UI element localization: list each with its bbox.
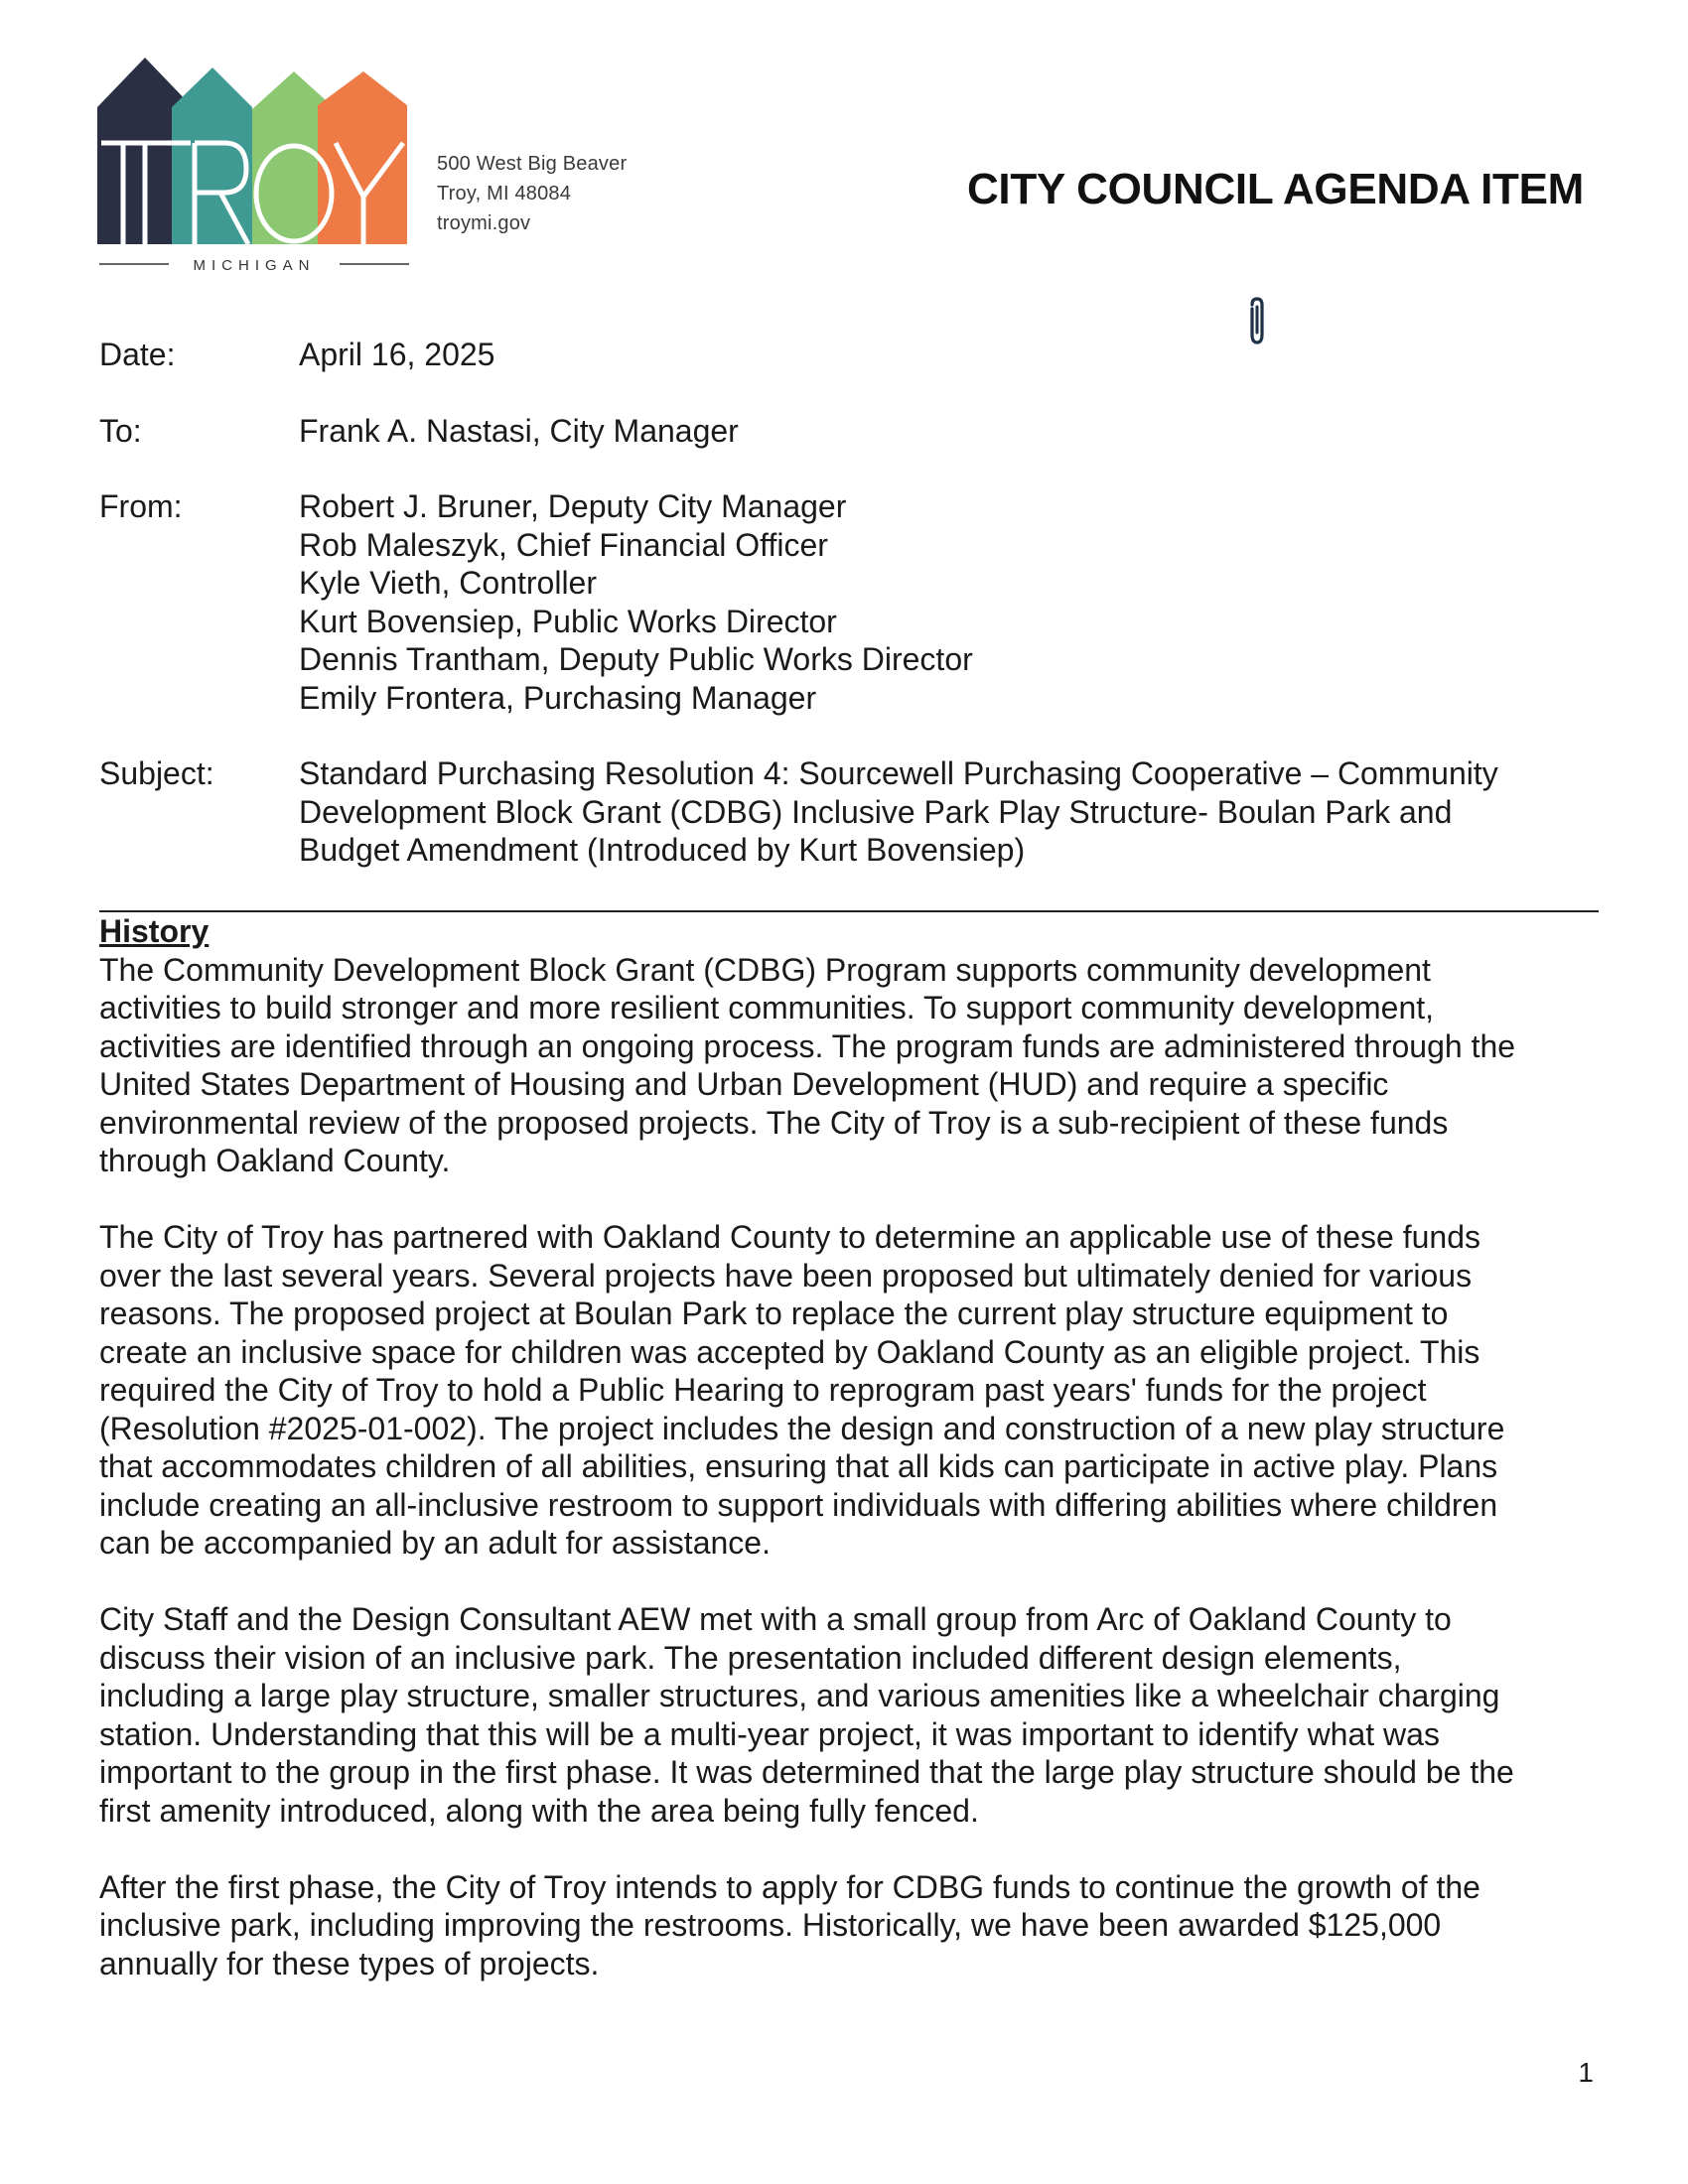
text-line: through Oakland County. (99, 1143, 451, 1178)
subject-line: Standard Purchasing Resolution 4: Sourcewell Purchasing Cooperative – Community (299, 755, 1498, 791)
text-line: that accommodates children of all abilities, ensuring that all kids can participate in active play. Plans (99, 1448, 1498, 1484)
text-line: inclusive park, including improving the restrooms. Historically, we have been awarded $125,000 (99, 1907, 1442, 1943)
memo-to-row (99, 412, 1599, 451)
subject-line: Budget Amendment (Introduced by Kurt Bovensiep) (299, 832, 1026, 868)
text-line: important to the group in the first phase. It was determined that the large play structure should be the (99, 1754, 1514, 1790)
text-line: discuss their vision of an inclusive park. The presentation included different design elements, (99, 1639, 1402, 1676)
text-line: over the last several years. Several projects have been proposed but ultimately denied for various (99, 1257, 1473, 1294)
from-value: Rob Maleszyk, Chief Financial Officer (299, 526, 828, 563)
document-title: CITY COUNCIL AGENDA ITEM (966, 165, 1584, 213)
text-line: The Community Development Block Grant (CDBG) Program supports community development (99, 951, 1431, 988)
text-line: create an inclusive space for children was accepted by Oakland County as an eligible project. This (99, 1333, 1480, 1370)
date-value: April 16, 2025 (299, 337, 495, 372)
memo-header (99, 336, 1599, 870)
from-value: Dennis Trantham, Deputy Public Works Director (299, 641, 973, 677)
text-line: including a large play structure, smaller structures, and various amenities like a wheelchair charging (99, 1678, 1500, 1713)
text-line: environmental review of the proposed projects. The City of Troy is a sub-recipient of these funds (99, 1104, 1449, 1141)
history-paragraph-4 (99, 1868, 1609, 1983)
from-value: Emily Frontera, Purchasing Manager (299, 679, 817, 716)
troy-michigan-logo (97, 58, 411, 274)
address-website: troymi.gov (437, 212, 531, 234)
memo-subject-row (99, 754, 1599, 870)
text-line: annually for these types of projects. (99, 1945, 600, 1981)
address-street: 500 West Big Beaver (437, 153, 628, 175)
subject-label: Subject: (99, 755, 214, 791)
text-line: include creating an all-inclusive restroom to support individuals with differing abilities where children (99, 1486, 1498, 1523)
text-line: (Resolution #2025-01-002). The project includes the design and construction of a new play structure (99, 1410, 1505, 1446)
history-heading: History (99, 913, 210, 949)
text-line: first amenity introduced, along with the area being fully fenced. (99, 1792, 979, 1829)
text-line: City Staff and the Design Consultant AEW met with a small group from Arc of Oakland County to (99, 1601, 1452, 1637)
text-line: The City of Troy has partnered with Oakland County to determine an applicable use of these funds (99, 1219, 1481, 1255)
text-line: activities are identified through an ongoing process. The program funds are administered through the (99, 1027, 1516, 1064)
text-line: United States Department of Housing and Urban Development (HUD) and require a specific (99, 1066, 1389, 1102)
address-block (437, 149, 627, 238)
to-label: To: (99, 412, 142, 449)
subject-line: Development Block Grant (CDBG) Inclusive Park Play Structure- Boulan Park and (299, 793, 1453, 830)
memo-date-row (99, 336, 1599, 374)
address-city: Troy, MI 48084 (437, 183, 572, 205)
page-number: 1 (1578, 2057, 1594, 2088)
text-line: activities to build stronger and more resilient communities. To support community development, (99, 990, 1435, 1025)
from-value: Kyle Vieth, Controller (299, 565, 597, 601)
logo-house-teal (172, 68, 252, 244)
text-line: required the City of Troy to hold a Public Hearing to reprogram past years' funds for the project (99, 1372, 1427, 1408)
logo-subtext: MICHIGAN (193, 257, 316, 274)
history-paragraph-2 (99, 1218, 1609, 1563)
from-label: From: (99, 488, 183, 524)
text-line: After the first phase, the City of Troy intends to apply for CDBG funds to continue the growth of the (99, 1868, 1480, 1905)
from-value: Kurt Bovensiep, Public Works Director (299, 603, 837, 639)
text-line: reasons. The proposed project at Boulan Park to replace the current play structure equipment to (99, 1296, 1449, 1331)
text-line: can be accompanied by an adult for assistance. (99, 1525, 771, 1561)
history-paragraph-1 (99, 951, 1609, 1180)
memo-from-row (99, 487, 1599, 717)
to-value: Frank A. Nastasi, City Manager (299, 412, 739, 449)
history-paragraph-3 (99, 1600, 1609, 1830)
history-section (99, 912, 1609, 1982)
text-line: station. Understanding that this will be a multi-year project, it was important to identify what was (99, 1715, 1440, 1752)
date-label: Date: (99, 337, 176, 372)
from-value: Robert J. Bruner, Deputy City Manager (299, 488, 847, 524)
